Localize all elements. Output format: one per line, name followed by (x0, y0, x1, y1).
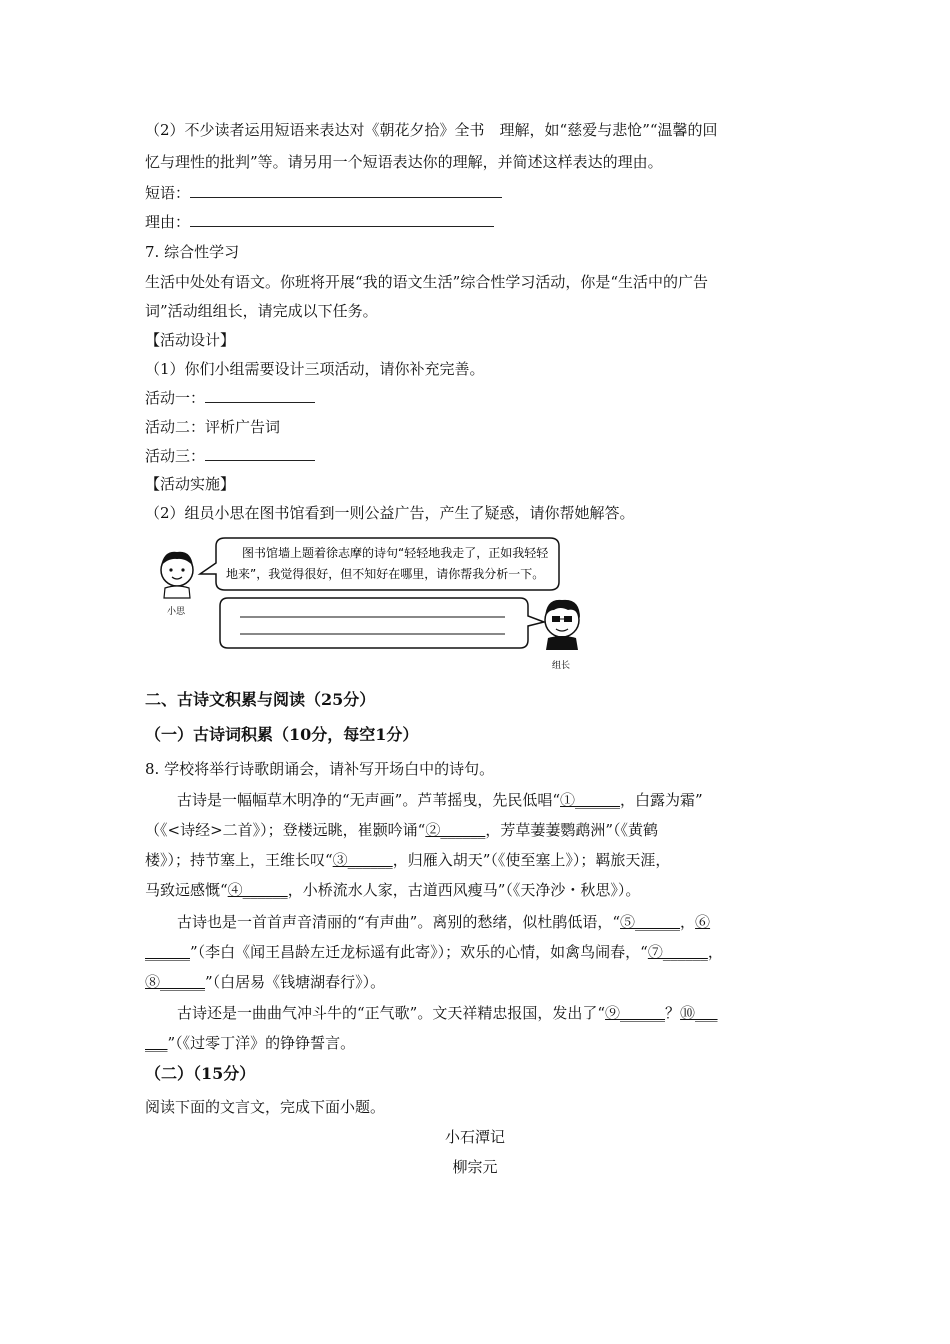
reason-label: 理由： (145, 213, 191, 231)
blank-2[interactable]: ②______ (425, 821, 486, 839)
q6-2-line1: （2）不少读者运用短语来表达对《朝花夕拾》全书 理解，如“慈爱与悲怆”“温馨的回 (145, 121, 718, 139)
blank-1[interactable]: ①______ (560, 791, 621, 809)
blank-10-end[interactable]: ___ (145, 1034, 168, 1052)
text-author: 柳宗元 (452, 1158, 498, 1176)
q7-title: 7. 综合性学习 (145, 243, 240, 261)
p3-line2 (145, 1033, 355, 1053)
group-leader-label: 组长 (552, 661, 571, 671)
part2-title: （二）（15分） (145, 1064, 256, 1083)
phrase-answer-blank[interactable] (190, 183, 502, 198)
dialogue-svg (150, 530, 590, 680)
q8-prompt: 8. 学校将举行诗歌朗诵会，请补写开场白中的诗句。 (145, 760, 495, 778)
q7-intro-line2: 词”活动组组长，请完成以下任务。 (145, 302, 378, 320)
part1-title: （一）古诗词积累（10分，每空1分） (145, 725, 419, 744)
p2-line3-text-b: ”（白居易《钱塘湖春行》）。 (205, 973, 386, 991)
p1-line1-text-a: 古诗是一幅幅草木明净的“无声画”。芦苇摇曳，先民低唱“ (177, 791, 561, 809)
bubble-text-line1: 图书馆墙上题着徐志摩的诗句“轻轻地我走了，正如我轻轻 (242, 546, 549, 560)
dialogue-illustration (150, 530, 590, 680)
q6-2-line2: 忆与理性的批判”等。请另用一个短语表达你的理解，并简述这样表达的理由。 (145, 153, 663, 171)
blank-8[interactable]: ⑧______ (145, 973, 206, 991)
p1-line2 (145, 820, 658, 840)
reading-prompt: 阅读下面的文言文，完成下面小题。 (145, 1098, 386, 1116)
blank-3[interactable]: ③______ (332, 851, 393, 869)
phrase-answer-row (145, 183, 502, 203)
blank-4[interactable]: ④______ (227, 881, 288, 899)
blank-7[interactable]: ⑦______ (647, 943, 708, 961)
p1-line3-text-b: ，归雁入胡天”（《使至塞上》）；羁旅天涯， (392, 851, 671, 869)
p1-line1-text-b: ，白露为霜” (620, 791, 703, 809)
blank-6-start[interactable]: ⑥ (695, 913, 711, 931)
reason-answer-row (145, 212, 494, 232)
bubble-text-line2: 地来”，我觉得很好，但不知好在哪里，请你帮我分析一下。 (226, 567, 545, 581)
section2-title: 二、古诗文积累与阅读（25分） (145, 690, 376, 709)
phrase-label: 短语： (145, 184, 191, 202)
xiaosi-label: 小思 (167, 607, 186, 617)
p2-line1-text-a: 古诗也是一首首声音清丽的“有声曲”。离别的愁绪，似杜鹃低语，“ (177, 913, 621, 931)
p2-line3 (145, 972, 385, 992)
activity-3-row (145, 446, 315, 466)
p2-line2-text-c: ， (707, 943, 723, 961)
activity-1-blank[interactable] (205, 388, 315, 403)
activity-impl-header: 【活动实施】 (145, 475, 236, 493)
p2-line1-sep: ， (680, 913, 696, 931)
p3-line1-text-a: 古诗还是一曲曲气冲斗牛的“正气歌”。文天祥精忠报国，发出了“ (177, 1004, 606, 1022)
activity-1-row (145, 388, 315, 408)
p1-line2-text-a: （《<诗经>二首》）；登楼远眺，崔颢吟诵“ (145, 821, 426, 839)
blank-9[interactable]: ⑨______ (605, 1004, 666, 1022)
activity-design-question: （1）你们小组需要设计三项活动，请你补充完善。 (145, 360, 485, 378)
p1-line4 (145, 880, 640, 900)
p3-line1-sep: ？ (665, 1004, 681, 1022)
xiaosi-figure-icon (161, 552, 193, 598)
answer-bubble (220, 598, 544, 648)
p3-line2-text-b: ”（《过零丁洋》的铮铮誓言。 (167, 1034, 356, 1052)
activity-3-blank[interactable] (205, 446, 315, 461)
text-title: 小石潭记 (444, 1128, 505, 1146)
p1-line3 (145, 850, 670, 870)
p1-line2-text-b: ，芳草萋萋鹦鹉洲”（《黄鹤 (485, 821, 658, 839)
p2-line1 (177, 912, 710, 932)
activity-2-row: 活动二：评析广告词 (145, 418, 281, 436)
p2-line2-text-b: ”（李白《闻王昌龄左迁龙标遥有此寄》）；欢乐的心情，如禽鸟闹春，“ (190, 943, 648, 961)
p1-line3-text-a: 楼》）；持节塞上，王维长叹“ (145, 851, 333, 869)
group-leader-figure-icon (545, 600, 580, 650)
q7-intro-line1: 生活中处处有语文。你班将开展“我的语文生活”综合性学习活动，你是“生活中的广告 (145, 273, 709, 291)
p2-line2 (145, 942, 723, 962)
activity-3-label: 活动三： (145, 447, 206, 465)
p3-line1 (177, 1003, 718, 1023)
activity-design-header: 【活动设计】 (145, 331, 236, 349)
activity-impl-question: （2）组员小思在图书馆看到一则公益广告，产生了疑惑，请你帮她解答。 (145, 504, 635, 522)
blank-6-end[interactable]: ______ (145, 943, 190, 961)
p1-line4-text-b: ，小桥流水人家，古道西风瘦马”（《天净沙・秋思》）。 (287, 881, 641, 899)
blank-5[interactable]: ⑤______ (620, 913, 681, 931)
p1-line4-text-a: 马致远感慨“ (145, 881, 228, 899)
p1-line1 (177, 790, 703, 810)
blank-10-start[interactable]: ⑩___ (680, 1004, 718, 1022)
activity-1-label: 活动一： (145, 389, 206, 407)
reason-answer-blank[interactable] (190, 212, 494, 227)
